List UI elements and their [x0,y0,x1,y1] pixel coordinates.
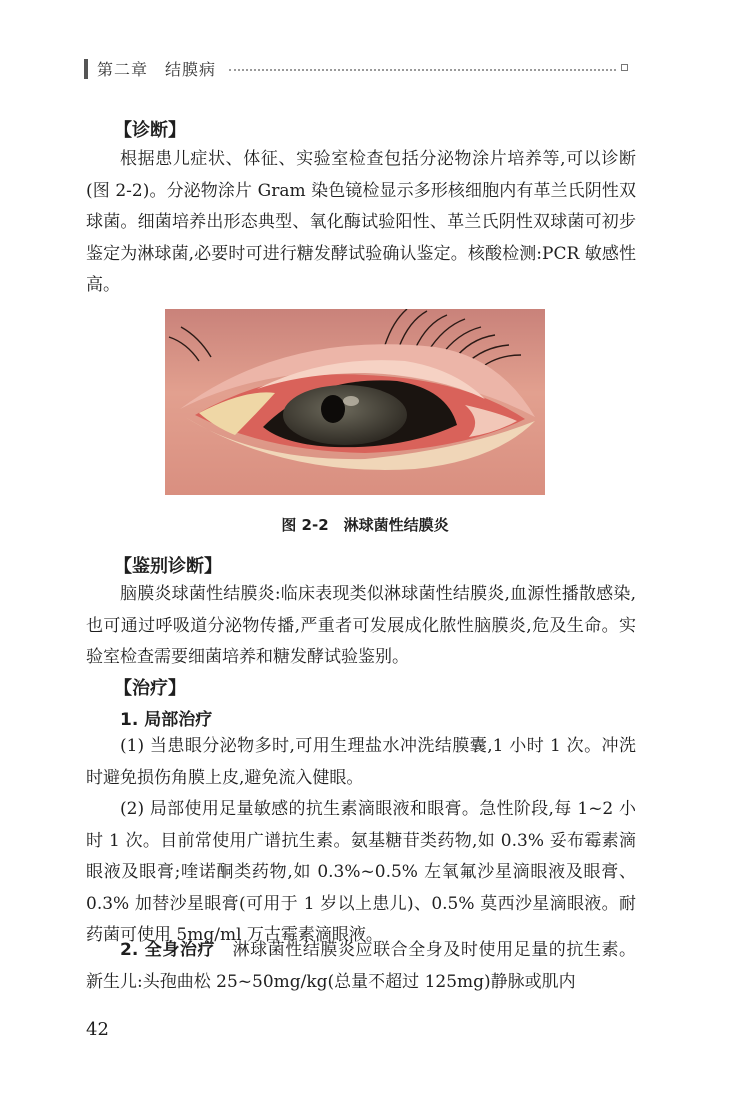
figure-caption: 图 2-2 淋球菌性结膜炎 [281,516,449,534]
systemic-treatment-text: 淋球菌性结膜炎应联合全身及时使用足量的抗生素。新生儿:头孢曲松 25~50mg/kg(总量不超过 125mg)静脉或肌内 [86,940,637,992]
local-treatment-item-2: (2) 局部使用足量敏感的抗生素滴眼液和眼膏。急性阶段,每 1~2 小时 1 次。目前常使用广谱抗生素。氨基糖苷类药物,如 0.3% 妥布霉素滴眼液及眼膏;喹诺酮类药物,如 0.3%~0.5% 左氧氟沙星滴眼液及眼膏、0.3% 加替沙星眼膏(可用于 1 岁以上患儿)、0.5% 莫西沙星滴眼液。耐药菌可使用 5mg/ml 万古霉素滴眼液。 [86,799,636,945]
page-number: 42 [86,1019,109,1040]
header-dotted-rule [229,69,616,71]
running-header [84,56,630,82]
differential-heading: 【鉴别诊断】 [114,556,222,577]
diagnosis-paragraph: 根据患儿症状、体征、实验室检查包括分泌物涂片培养等,可以诊断(图 2-2)。分泌物涂片 Gram 染色镜检显示多形核细胞内有革兰氏阴性双球菌。细菌培养出形态典型、氧化酶试验阳性、革兰氏阴性双球菌可初步鉴定为淋球菌,必要时可进行糖发酵试验确认鉴定。核酸检测:PCR 敏感性高。 [86,149,636,295]
conjunctivitis-eye-photo [165,309,545,495]
local-treatment-heading: 1. 局部治疗 [120,710,213,730]
chapter-title: 第二章 结膜病 [97,60,217,79]
header-end-square-icon [621,64,628,71]
differential-paragraph: 脑膜炎球菌性结膜炎:临床表现类似淋球菌性结膜炎,血源性播散感染,也可通过呼吸道分泌物传播,严重者可发展成化脓性脑膜炎,危及生命。实验室检查需要细菌培养和糖发酵试验鉴别。 [86,584,636,667]
diagnosis-heading: 【诊断】 [114,120,186,141]
systemic-treatment-heading: 2. 全身治疗 [120,940,216,960]
systemic-treatment-paragraph [86,935,636,998]
header-bar [84,59,88,79]
treatment-heading: 【治疗】 [114,678,186,699]
local-treatment-item-1: (1) 当患眼分泌物多时,可用生理盐水冲洗结膜囊,1 小时 1 次。冲洗时避免损伤角膜上皮,避免流入健眼。 [86,736,636,788]
figure-image [165,309,545,495]
